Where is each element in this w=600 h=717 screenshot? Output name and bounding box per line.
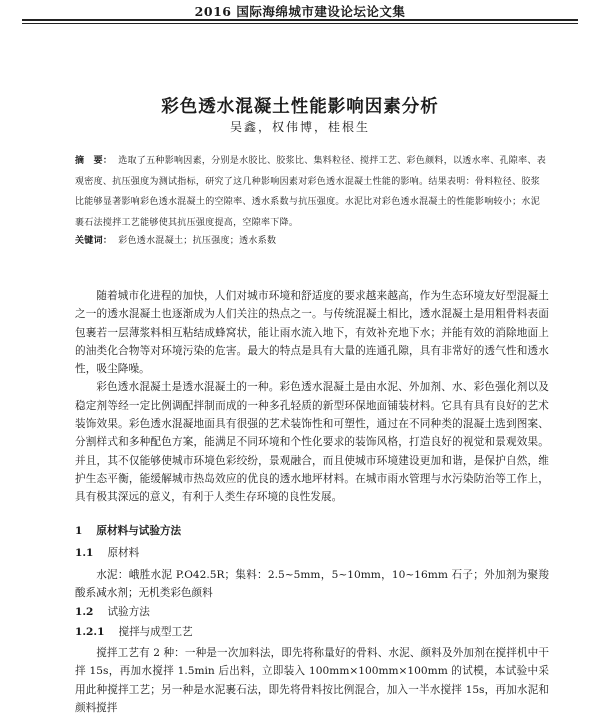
- paragraph-1: 随着城市化进程的加快，人们对城市环境和舒适度的要求越来越高，作为生态环境友好型混凝土之一的透水混凝土也逐渐成为人们关注的热点之一。与传统混凝土相比，透水混凝土是用粗骨料表面包裹若一层薄浆料相互粘结成蜂窝状，能让雨水流入地下，有效补充地下水；并能有效的消除地面上的油类化合物等对环境污染的危害。最大的特点是具有大量的连通孔隙，具有非常好的透气性和透水性，吸尘降噪。: [75, 290, 549, 376]
- section-number: 1: [75, 525, 83, 537]
- abstract-text: 选取了五种影响因素，分别是水胶比、胶浆比、集料粒径、搅拌工艺、彩色颜料，以透水率、孔隙率、表观密度、抗压强度为测试指标，研究了这几种影响因素对彩色透水混凝土性能的影响。结果表明：骨料粒径、胶浆比能够显著影响彩色透水混凝土的空隙率、透水系数与抗压强度。水泥比对彩色透水混凝土的性能影响较小；水泥裹石法搅拌工艺能够使其抗压强度提高，空隙率下降。: [75, 156, 547, 228]
- mixing-paragraph: [75, 644, 549, 717]
- section-number: 1.2: [75, 606, 94, 618]
- materials-paragraph: [75, 566, 549, 603]
- intro-body: [75, 287, 549, 507]
- keywords: [75, 233, 549, 246]
- paragraph-2: 彩色透水混凝土是透水混凝土的一种。彩色透水混凝土是由水泥、外加剂、水、彩色强化剂以及稳定剂等经一定比例调配拌制而成的一种多孔轻质的新型环保地面铺装材料。它具有具有良好的艺术装饰效果。彩色透水混凝地面具有很强的艺术装饰性和可塑性，通过在不同种类的混凝土选到图案、分割样式和多种配色方案，能满足不同环境和个性化要求的装饰风格，打造良好的视觉和景观效果。并且，其不仅能够使城市环境色彩绞纷，景观融合，而且使城市环境建设更加和谐，是保护自然，维护生态平衡，能缓解城市热岛效应的优良的透水地坪材料。在城市雨水管理与水污染防治等工作上，具有极其深远的意义，有利于人类生存环境的良性发展。: [75, 381, 549, 504]
- abstract: [75, 151, 549, 233]
- section-heading-1: [75, 523, 549, 538]
- section-title: 原材料与试验方法: [96, 525, 182, 537]
- paragraph-3: 水泥：峨胜水泥 P.O42.5R；集料：2.5~5mm，5~10mm，10~16mm 石子；外加剂为聚羧酸系减水剂；无机类彩色颜料: [75, 569, 549, 600]
- header-title: 2016 国际海绵城市建设论坛论文集: [194, 4, 406, 19]
- keywords-text: 彩色透水混凝土；抗压强度；透水系数: [118, 236, 277, 246]
- keywords-label: 关键词：: [75, 236, 113, 246]
- section-heading-1-1: [75, 545, 549, 560]
- section-heading-1-2: [75, 604, 549, 619]
- section-number: 1.2.1: [75, 626, 105, 638]
- section-heading-1-2-1: [75, 624, 549, 639]
- paper-authors: 吴鑫，权伟博，桂根生: [229, 120, 370, 134]
- section-number: 1.1: [75, 547, 94, 559]
- section-title: 原材料: [107, 547, 140, 559]
- paper-title: 彩色透水混凝土性能影响因素分析: [161, 97, 439, 117]
- abstract-label: 摘 要：: [75, 156, 113, 166]
- section-title: 试验方法: [107, 606, 150, 618]
- section-title: 搅拌与成型工艺: [118, 626, 193, 638]
- paragraph-4: 搅拌工艺有 2 种：一种是一次加料法，即先将称量好的骨料、水泥、颜料及外加剂在搅拌机中干拌 15s，再加水搅拌 1.5min 后出料，立即装入 100mm×100mm×100mm 的试模，本试验中采用此种搅拌工艺；另一种是水泥裹石法，即先将骨料按比例混合，加入一半水搅拌 15s，再加水泥和颜料搅拌: [75, 647, 549, 714]
- header-rule: [22, 19, 578, 21]
- header-rule-thin: [22, 23, 578, 24]
- running-header: [0, 0, 600, 30]
